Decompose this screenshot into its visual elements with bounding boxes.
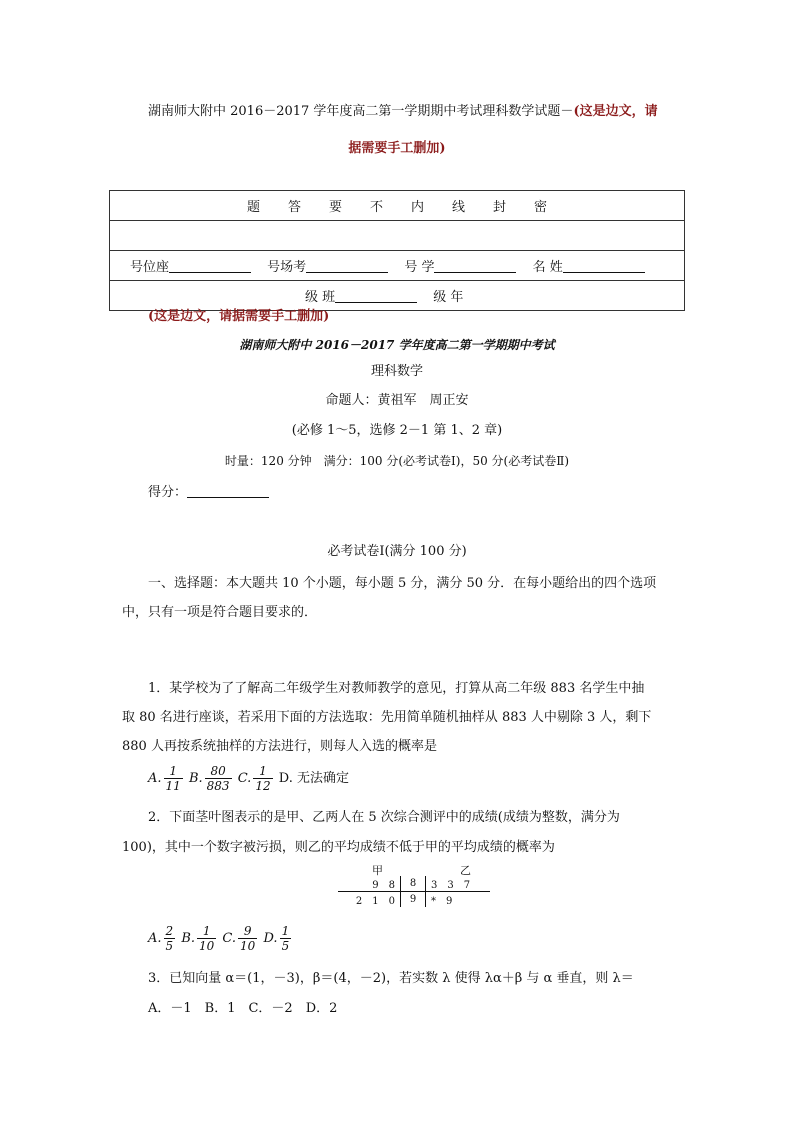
section-intro-line1: 一、选择题：本大题共 10 个小题，每小题 5 分，满分 50 分．在每小题给出的四个选项	[148, 576, 657, 591]
stem-leaf-plot: 甲 乙 9 8 8 3 3 7 2 1 0 9 * 9	[338, 862, 490, 907]
title-note-continued: 据需要手工删加)	[348, 141, 446, 156]
name-blank[interactable]	[563, 260, 645, 273]
q3-options: A．－1 B．1 C．－2 D．2	[148, 1001, 338, 1016]
seal-line-table	[109, 190, 685, 311]
q1-line2: 取 80 名进行座谈，若采用下面的方法选取：先用简单随机抽样从 883 人中剔除 3 人，剩下	[122, 710, 652, 725]
title-note: (这是边文，请	[573, 104, 658, 119]
stem-left-name: 甲	[372, 864, 383, 877]
title-main: 湖南师大附中 2016－2017 学年度高二第一学期期中考试理科数学试题－	[148, 104, 574, 119]
q3-line1: 3．已知向量 α＝(1，－3)，β＝(4，－2)，若实数 λ 使得 λα＋β 与 α 垂直，则 λ＝	[148, 971, 634, 986]
q1-line3: 880 人再按系统抽样的方法进行，则每人入选的概率是	[122, 739, 437, 754]
exam-time-score: 时量：120 分钟 满分：100 分(必考试卷Ⅰ)，50 分(必考试卷Ⅱ)	[224, 454, 570, 468]
section-intro-line2: 中，只有一项是符合题目要求的．	[122, 605, 318, 620]
paper-title: 必考试卷Ⅰ(满分 100 分)	[327, 544, 467, 559]
document-title	[148, 100, 658, 119]
edge-note: (这是边文，请据需要手工删加)	[148, 309, 330, 324]
seal-row-class: 级 班 级 年	[110, 281, 685, 311]
exam-scope: (必修 1～5，选修 2－1 第 1、2 章)	[291, 423, 503, 438]
seal-row-empty	[110, 221, 685, 251]
seat-number-blank[interactable]	[169, 260, 251, 273]
exam-authors: 命题人：黄祖军 周正安	[325, 393, 469, 408]
q2-line1: 2．下面茎叶图表示的是甲、乙两人在 5 次综合测评中的成绩(成绩为整数，满分为	[148, 810, 620, 825]
seal-row-info: 号位座 号场考 号 学 名 姓	[110, 251, 685, 281]
q1-options: A. $\frac{1}{11}$ B. $\frac{80}{883}$ C. $\frac{1}{12}$ D. 无法确定	[148, 764, 349, 793]
room-number-blank[interactable]	[306, 260, 388, 273]
q2-line2: 100)，其中一个数字被污损，则乙的平均成绩不低于甲的平均成绩的概率为	[122, 840, 555, 855]
class-blank[interactable]	[335, 290, 417, 303]
q2-options: A. $\frac{2}{5}$ B. $\frac{1}{10}$ C. $\frac{9}{10}$ D. $\frac{1}{5}$	[148, 924, 290, 953]
seal-row-warning: 题 答 要 不 内 线 封 密	[110, 191, 685, 221]
student-number-blank[interactable]	[434, 260, 516, 273]
exam-subject: 理科数学	[370, 364, 423, 379]
stem-right-name: 乙	[460, 864, 471, 877]
score-blank[interactable]	[187, 485, 269, 498]
exam-school-line: 湖南师大附中 2016－2017 学年度高二第一学期期中考试	[239, 338, 555, 352]
score-field: 得分：	[148, 481, 269, 500]
q1-line1: 1．某学校为了了解高二年级学生对教师教学的意见，打算从高二年级 883 名学生中抽	[148, 681, 645, 696]
